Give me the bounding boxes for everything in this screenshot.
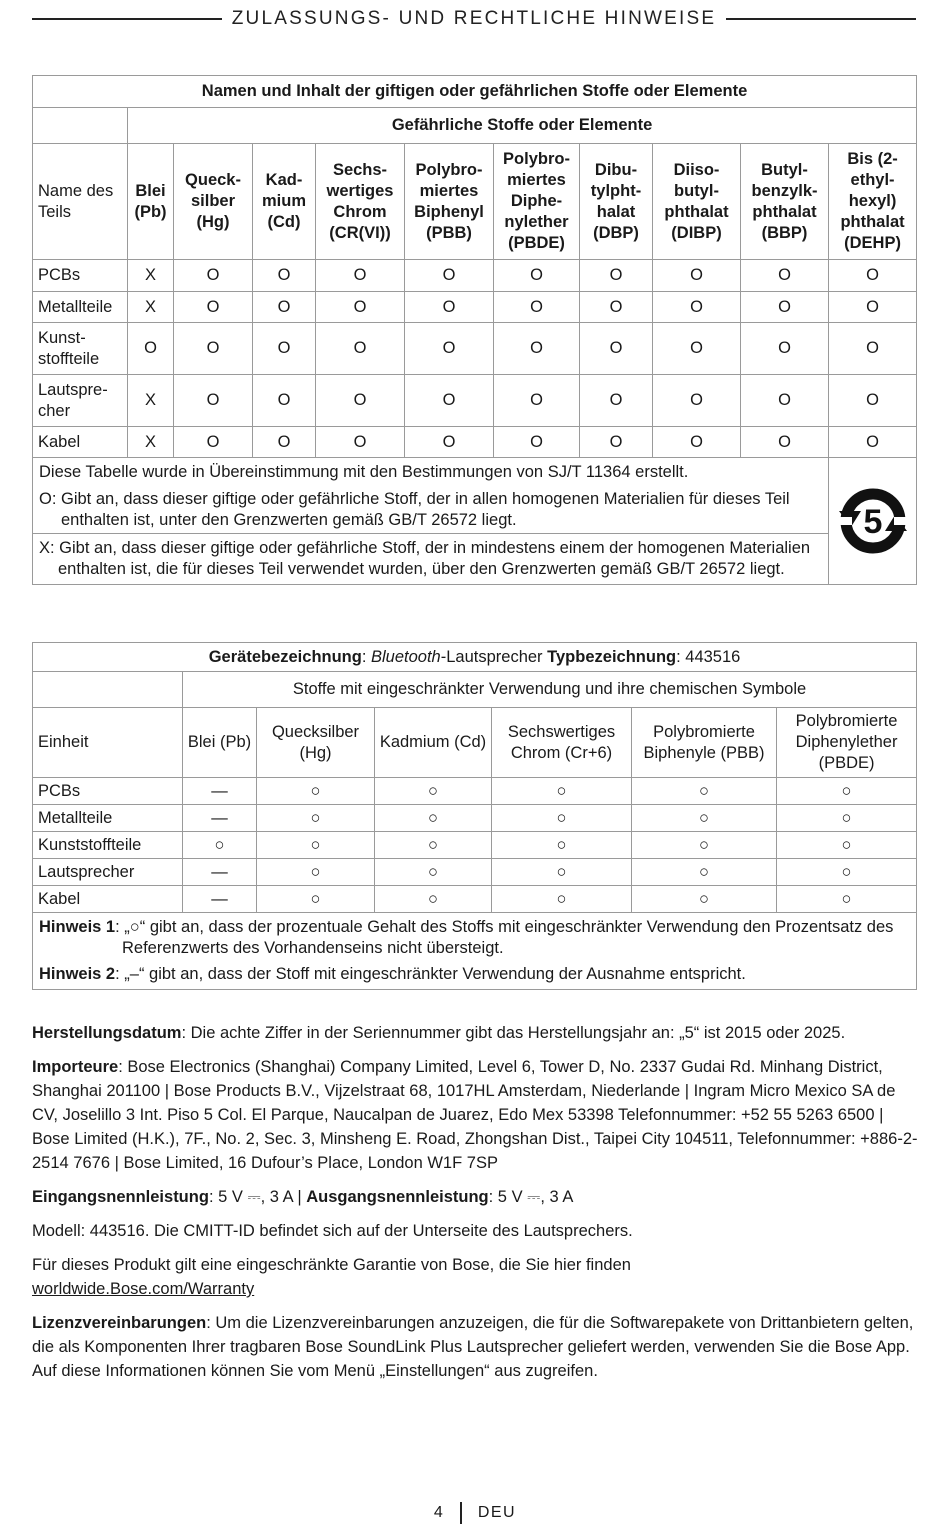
table-cell: O — [405, 292, 494, 323]
table-row — [33, 375, 917, 427]
table-row — [33, 292, 917, 323]
hazardous-substances-table — [32, 75, 917, 585]
table-row — [33, 805, 917, 832]
table2-blank — [33, 672, 183, 708]
table-row — [33, 778, 917, 805]
table1-column-header: Kad-mium (Cd) — [253, 144, 316, 260]
table-cell: ○ — [632, 859, 777, 886]
table-cell: — — [183, 886, 257, 913]
table-cell: ○ — [632, 778, 777, 805]
table-row — [33, 886, 917, 913]
table-cell: ○ — [492, 832, 632, 859]
table-cell: ○ — [632, 805, 777, 832]
page-title: ZULASSUNGS- UND RECHTLICHE HINWEISE — [231, 8, 717, 29]
header-rule-right — [726, 18, 916, 20]
row-part-name: Metallteile — [33, 292, 128, 323]
table-cell: O — [316, 323, 405, 375]
table-cell: O — [653, 375, 741, 427]
table-cell: ○ — [375, 778, 492, 805]
table-cell: ○ — [777, 778, 917, 805]
row-part-name: Kunststoffteile — [33, 832, 183, 859]
table1-column-header: Butyl-benzylk-phthalat (BBP) — [741, 144, 829, 260]
table2-column-header: Blei (Pb) — [183, 708, 257, 778]
table-cell: O — [174, 323, 253, 375]
table-cell: O — [580, 375, 653, 427]
table-cell: ○ — [257, 859, 375, 886]
table-cell: O — [316, 375, 405, 427]
table-cell: O — [829, 375, 917, 427]
table1-part-header: Name des Teils — [33, 144, 128, 260]
table-cell: O — [253, 427, 316, 458]
table-cell: O — [405, 260, 494, 292]
table1-column-header: Polybro-miertes Diphe-nylether (PBDE) — [494, 144, 580, 260]
table-cell: O — [253, 260, 316, 292]
table-cell: O — [653, 292, 741, 323]
table-cell: ○ — [257, 778, 375, 805]
table-cell: O — [580, 323, 653, 375]
warranty-link[interactable]: worldwide.Bose.com/Warranty — [32, 1280, 255, 1298]
table2-column-header: Polybromierte Biphenyle (PBB) — [632, 708, 777, 778]
table-cell: ○ — [777, 886, 917, 913]
table1-note-o: O: Gibt an, dass dieser giftige oder gefährliche Stoff, der in allen homogenen Materialien für dieses Teil enthalten ist, unter den Grenzwerten gemäß GB/T 26572 liegt. — [39, 490, 790, 529]
table1-column-header: Bis (2-ethyl-hexyl) phthalat (DEHP) — [829, 144, 917, 260]
table-row — [33, 859, 917, 886]
importers: Importeure: Bose Electronics (Shanghai) Company Limited, Level 6, Tower D, No. 2337 Gudai Rd. Minhang District, Shanghai 201100 | Bose Products B.V., Vijzelstraat 68, 1017HL Amsterdam, Niederlande | Ingram Micro Mexico SA de CV, Joselillo 3 Int. Piso 5 Col. El Parque, Naucalpan de Juarez, Edo Mex 53398 Telefonnummer: +52 55 5263 6500 | Bose Limited (H.K.), 7F., No. 2, Sec. 3, Minsheng E. Road, Zhongshan Dist., Taipei City 104511, Telefonnummer: +886-2-2514 7676 | Bose Limited, 16 Dufour’s Place, London W1F 7SP — [32, 1058, 918, 1172]
row-part-name: PCBs — [33, 260, 128, 292]
table2-hints — [33, 913, 917, 990]
table2-column-header: Sechswertiges Chrom (Cr+6) — [492, 708, 632, 778]
table1-column-header: Diiso-butyl-phthalat (DIBP) — [653, 144, 741, 260]
table1-subtitle: Gefährliche Stoffe oder Elemente — [128, 108, 917, 144]
table-cell: ○ — [492, 886, 632, 913]
table1-title: Namen und Inhalt der giftigen oder gefährlichen Stoffe oder Elemente — [33, 76, 917, 108]
table-cell: O — [253, 292, 316, 323]
table-cell: O — [494, 260, 580, 292]
table-cell: O — [653, 260, 741, 292]
table-cell: O — [741, 292, 829, 323]
table-cell: O — [741, 260, 829, 292]
page-number: 4 — [433, 1504, 445, 1521]
license-info: Lizenzvereinbarungen: Um die Lizenzvereinbarungen anzuzeigen, die für die Softwarepakete von Drittanbietern gelten, die als Komponenten Ihrer tragbaren Bose SoundLink Plus Lautsprecher geliefert werden, verwenden Sie die Bose App. Auf diese Informationen können Sie vom Menü „Einstellungen“ aus zugreifen. — [32, 1314, 914, 1380]
table-cell: O — [653, 427, 741, 458]
table2-column-header: Quecksilber (Hg) — [257, 708, 375, 778]
table-cell: O — [494, 375, 580, 427]
table-cell: O — [829, 260, 917, 292]
regulatory-info — [32, 1021, 922, 1393]
epup-logo-cell — [829, 458, 917, 585]
table-cell: X — [128, 427, 174, 458]
footer-language: DEU — [477, 1504, 517, 1521]
svg-text:5: 5 — [863, 503, 883, 541]
table-cell: ○ — [777, 832, 917, 859]
table-cell: X — [128, 292, 174, 323]
table-cell: O — [405, 323, 494, 375]
table1-blank — [33, 108, 128, 144]
row-part-name: Kabel — [33, 886, 183, 913]
table-row — [33, 260, 917, 292]
table2-unit-header: Einheit — [33, 708, 183, 778]
table1-column-header: Blei (Pb) — [128, 144, 174, 260]
table-cell: X — [128, 375, 174, 427]
table-cell: ○ — [183, 832, 257, 859]
table2-column-header: Kadmium (Cd) — [375, 708, 492, 778]
table-cell: O — [316, 292, 405, 323]
row-part-name: Lautspre-cher — [33, 375, 128, 427]
table-cell: O — [253, 375, 316, 427]
manufacture-date: Herstellungsdatum: Die achte Ziffer in der Seriennummer gibt das Herstellungsjahr an: „5“ ist 2015 oder 2025. — [32, 1024, 846, 1042]
table-cell: ○ — [632, 832, 777, 859]
table-cell: ○ — [257, 886, 375, 913]
row-part-name: Metallteile — [33, 805, 183, 832]
table-cell: — — [183, 778, 257, 805]
table-cell: X — [128, 260, 174, 292]
warranty-info: Für dieses Produkt gilt eine eingeschränkte Garantie von Bose, die Sie hier finden worldwide.Bose.com/Warranty — [32, 1256, 631, 1298]
table-cell: O — [316, 260, 405, 292]
table1-column-header: Queck-silber (Hg) — [174, 144, 253, 260]
table-cell: O — [316, 427, 405, 458]
table-row — [33, 832, 917, 859]
table-cell: ○ — [492, 805, 632, 832]
table1-column-header: Polybro-miertes Biphenyl (PBB) — [405, 144, 494, 260]
restricted-substances-table — [32, 642, 917, 990]
table-cell: O — [128, 323, 174, 375]
row-part-name: Kabel — [33, 427, 128, 458]
table-cell: O — [829, 323, 917, 375]
table-cell: ○ — [375, 805, 492, 832]
table-cell: ○ — [777, 805, 917, 832]
table2-subtitle: Stoffe mit eingeschränkter Verwendung und ihre chemischen Symbole — [183, 672, 917, 708]
table-cell: ○ — [257, 805, 375, 832]
footer-separator — [460, 1502, 462, 1524]
table-cell: O — [174, 260, 253, 292]
table-cell: O — [829, 292, 917, 323]
table-cell: O — [494, 427, 580, 458]
table-cell: O — [829, 427, 917, 458]
table-row — [33, 323, 917, 375]
table-cell: O — [653, 323, 741, 375]
row-part-name: PCBs — [33, 778, 183, 805]
table-cell: O — [580, 260, 653, 292]
table-cell: ○ — [492, 859, 632, 886]
table-row — [33, 427, 917, 458]
page-header — [32, 6, 916, 32]
table-cell: O — [741, 375, 829, 427]
table-cell: ○ — [632, 886, 777, 913]
table-cell: ○ — [375, 859, 492, 886]
table-cell: O — [174, 292, 253, 323]
table-cell: ○ — [777, 859, 917, 886]
table-cell: — — [183, 859, 257, 886]
table-cell: O — [494, 292, 580, 323]
table-cell: ○ — [257, 832, 375, 859]
page-footer — [0, 1502, 950, 1524]
table-cell: O — [405, 375, 494, 427]
table-cell: O — [494, 323, 580, 375]
row-part-name: Lautsprecher — [33, 859, 183, 886]
row-part-name: Kunst-stoffteile — [33, 323, 128, 375]
table1-column-header: Sechs-wertiges Chrom (CR(VI)) — [316, 144, 405, 260]
table-cell: O — [741, 323, 829, 375]
table-cell: O — [405, 427, 494, 458]
table1-note-x: X: Gibt an, dass dieser giftige oder gefährliche Stoff, der in mindestens einem der homogenen Materialien enthalten ist, die für dieses Teil verwendet wurden, über den Grenzwerten gemäß GB/T 26572 liegt. — [33, 534, 829, 585]
hint-1: Hinweis 1: „○“ gibt an, dass der prozentuale Gehalt des Stoffs mit eingeschränkter Verwendung den Prozentsatz des Referenzwerts des Vorhandenseins nicht übersteigt. — [39, 918, 894, 957]
table1-note-standard: Diese Tabelle wurde in Übereinstimmung mit den Bestimmungen von SJ/T 11364 erstellt. O: Gibt an, dass dieser giftige oder gefährliche Stoff, der in allen homogenen Materialien für dieses Teil enthalten ist, unter den Grenzwerten gemäß GB/T 26572 liegt. — [33, 458, 829, 534]
hint-2: Hinweis 2: „–“ gibt an, dass der Stoff mit eingeschränkter Verwendung der Ausnahme entspricht. — [39, 965, 746, 983]
table-cell: O — [253, 323, 316, 375]
header-rule-left — [32, 18, 222, 20]
table1-column-header: Dibu-tylpht-halat (DBP) — [580, 144, 653, 260]
model-info: Modell: 443516. Die CMITT-ID befindet sich auf der Unterseite des Lautsprechers. — [32, 1222, 633, 1240]
table-cell: O — [580, 292, 653, 323]
table-cell: O — [174, 375, 253, 427]
table-cell: O — [174, 427, 253, 458]
table2-title: Gerätebezeichnung: Bluetooth-Lautsprecher Typbezeichnung: 443516 — [33, 643, 917, 672]
table-cell: O — [580, 427, 653, 458]
table-cell: ○ — [375, 832, 492, 859]
table-cell: — — [183, 805, 257, 832]
table2-column-header: Polybromierte Diphenylether (PBDE) — [777, 708, 917, 778]
power-rating: Eingangsnennleistung: 5 V ⎓, 3 A | Ausgangsnennleistung: 5 V ⎓, 3 A — [32, 1188, 574, 1206]
epup-5-icon — [833, 481, 913, 561]
table-cell: ○ — [492, 778, 632, 805]
table-cell: O — [741, 427, 829, 458]
table-cell: ○ — [375, 886, 492, 913]
